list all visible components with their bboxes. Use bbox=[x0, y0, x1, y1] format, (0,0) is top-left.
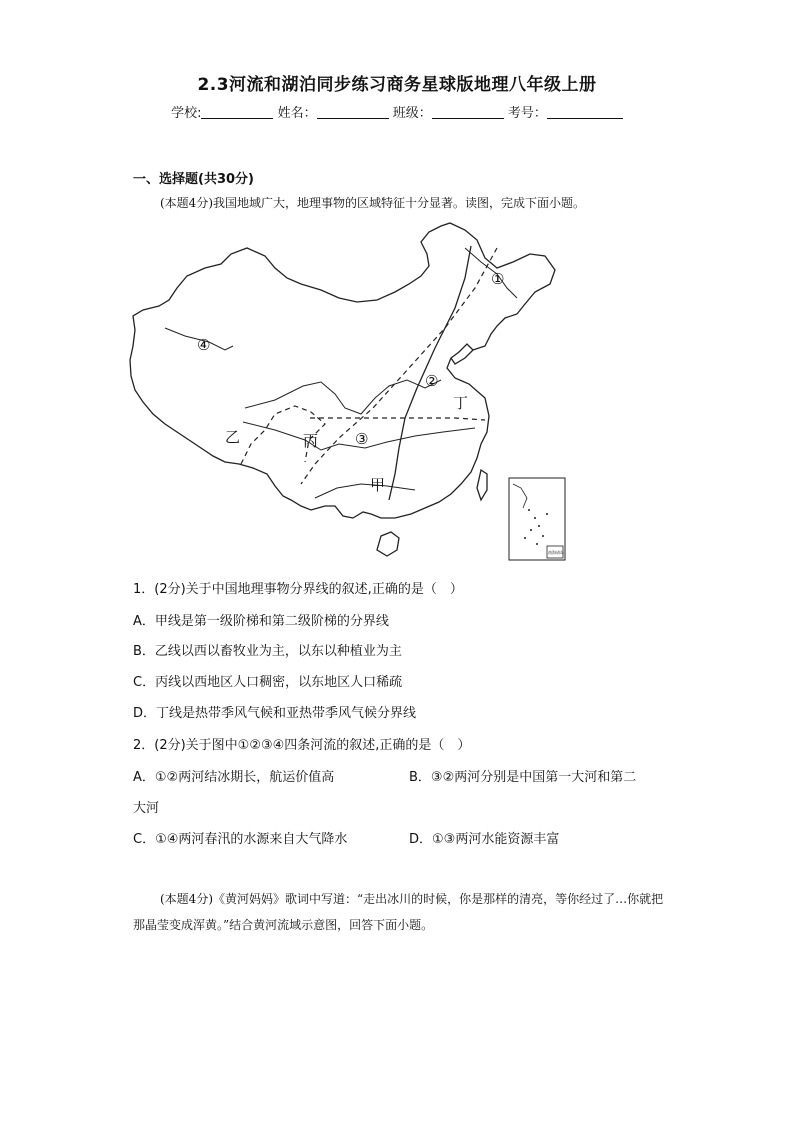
q1-option-d[interactable]: D．丁线是热带季风气候和亚热带季风气候分界线 bbox=[133, 706, 417, 721]
class-blank[interactable] bbox=[432, 104, 504, 119]
label-line-bing: 丙 bbox=[303, 432, 319, 450]
school-blank[interactable] bbox=[201, 104, 273, 119]
river-yellow bbox=[245, 380, 441, 414]
label-river-1: ① bbox=[491, 270, 505, 288]
q1-option-a[interactable]: A．甲线是第一级阶梯和第二级阶梯的分界线 bbox=[133, 614, 389, 629]
question-1-stem: 1．(2分)关于中国地理事物分界线的叙述,正确的是（ ） bbox=[133, 582, 463, 597]
school-label: 学校: bbox=[171, 106, 202, 121]
question-2-stem: 2．(2分)关于图中①②③④四条河流的叙述,正确的是（ ） bbox=[133, 738, 471, 753]
china-map bbox=[125, 218, 575, 568]
q2-option-b[interactable]: B．③②两河分别是中国第一大河和第二 bbox=[409, 770, 637, 785]
label-line-ding: 丁 bbox=[453, 394, 469, 412]
label-river-2: ② bbox=[425, 372, 439, 390]
student-info-row bbox=[0, 102, 794, 121]
china-outline bbox=[130, 223, 555, 518]
page-title: 2.3河流和湖泊同步练习商务星球版地理八年级上册 bbox=[197, 75, 597, 95]
taiwan-island bbox=[477, 470, 487, 500]
group2-intro: (本题4分)《黄河妈妈》歌词中写道：“走出冰川的时候，你是那样的清亮，等你经过了…你就把那晶莹变成浑黄。”结合黄河流域示意图，回答下面小题。 bbox=[133, 892, 664, 932]
class-label: 班级： bbox=[392, 106, 432, 121]
exam-no-label: 考号： bbox=[507, 106, 547, 121]
label-line-yi: 乙 bbox=[225, 428, 241, 446]
exam-no-blank[interactable] bbox=[547, 104, 623, 119]
q2-option-b-cont: 大河 bbox=[133, 801, 160, 816]
inset-label: 南海诸岛 bbox=[548, 550, 564, 555]
q2-option-d[interactable]: D．①③两河水能资源丰富 bbox=[409, 832, 560, 847]
q2-option-a[interactable]: A．①②两河结冰期长，航运价值高 bbox=[133, 770, 335, 785]
section-heading: 一、选择题(共30分) bbox=[133, 172, 254, 187]
q2-option-c[interactable]: C．①④两河春汛的水源来自大气降水 bbox=[133, 832, 348, 847]
label-river-3: ③ bbox=[355, 430, 369, 448]
south-china-sea-inset bbox=[509, 478, 565, 560]
name-blank[interactable] bbox=[317, 104, 389, 119]
river-south bbox=[315, 484, 415, 498]
line-ding bbox=[310, 418, 485, 420]
name-label: 姓名： bbox=[277, 106, 317, 121]
hainan-island bbox=[377, 532, 399, 556]
group1-intro: (本题4分)我国地域广大，地理事物的区域特征十分显著。读图，完成下面小题。 bbox=[160, 196, 586, 210]
q1-option-c[interactable]: C．丙线以西地区人口稠密，以东地区人口稀疏 bbox=[133, 675, 403, 690]
q1-option-b[interactable]: B．乙线以西以畜牧业为主，以东以种植业为主 bbox=[133, 644, 402, 659]
label-line-jia: 甲 bbox=[370, 476, 386, 494]
bohai-coast bbox=[451, 350, 473, 364]
label-river-4: ④ bbox=[197, 336, 211, 354]
